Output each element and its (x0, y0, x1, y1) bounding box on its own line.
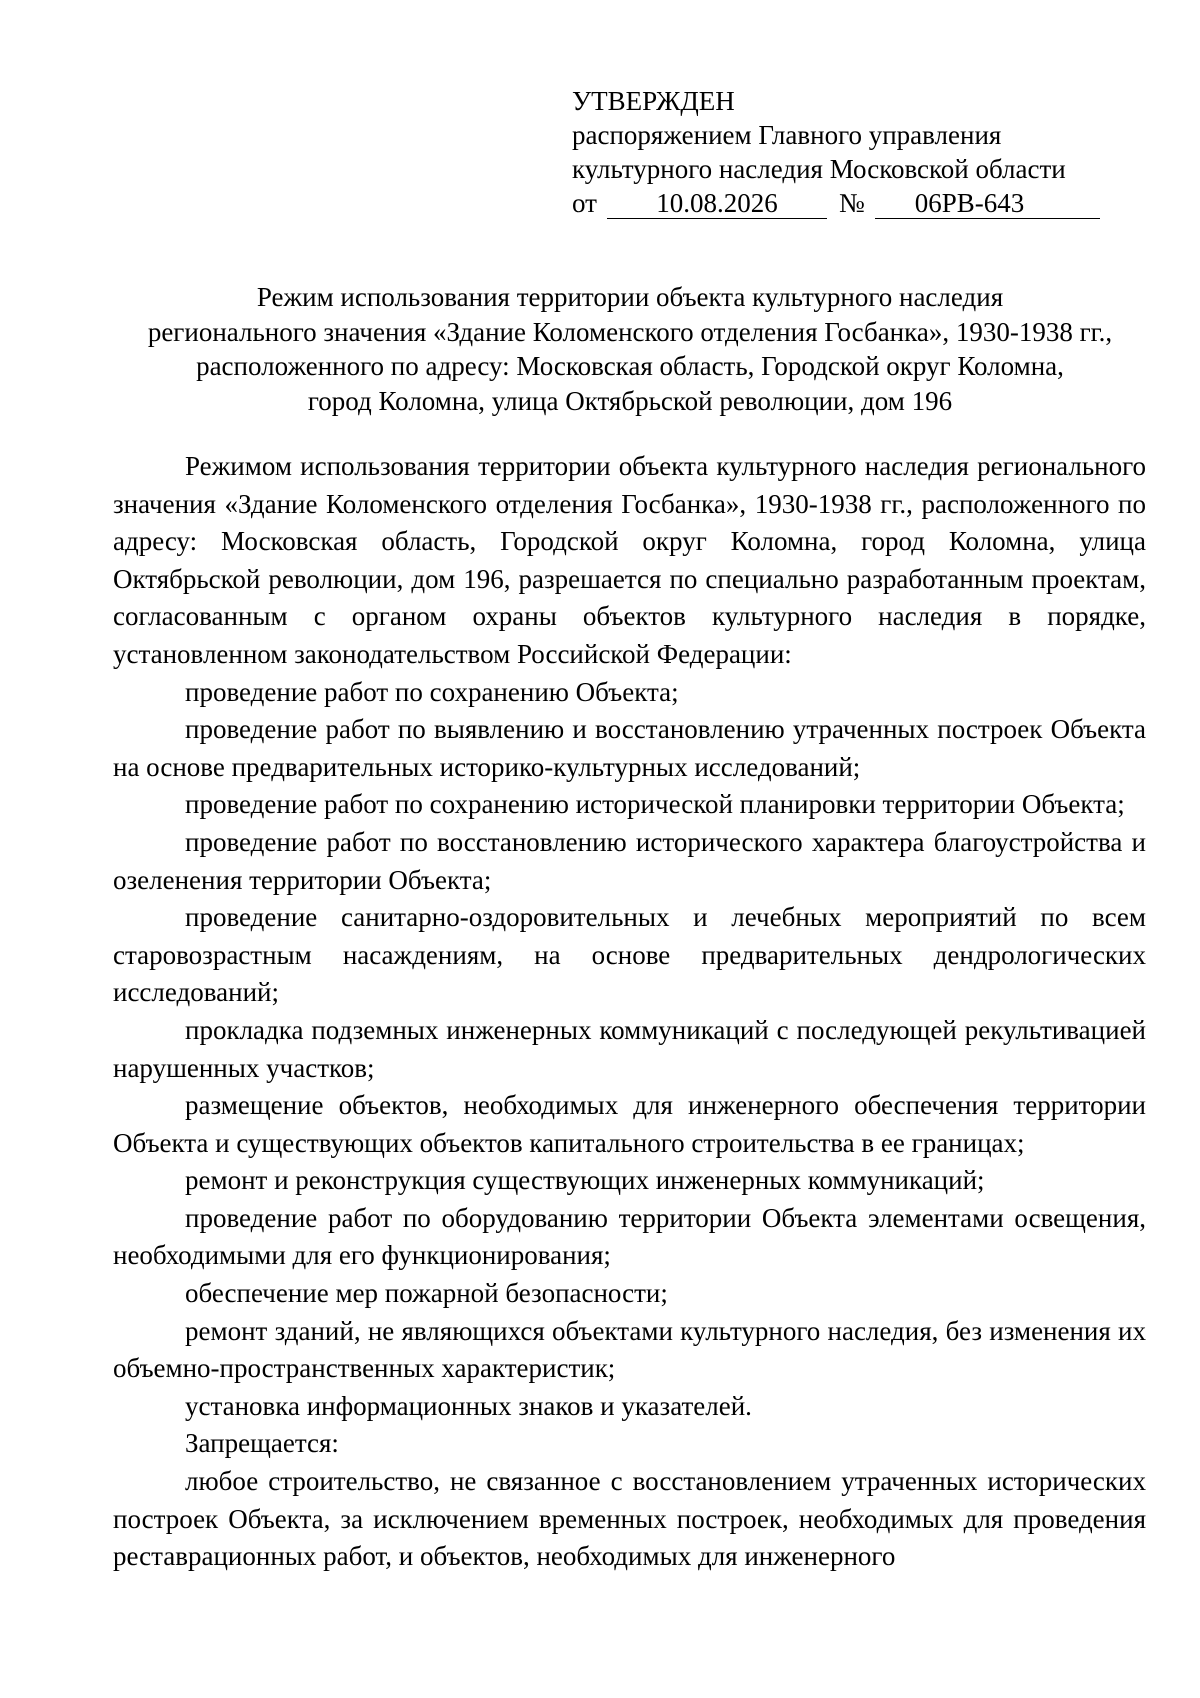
list-item: прокладка подземных инженерных коммуникаций с последующей рекультивацией нарушенных участков; (113, 1014, 1146, 1083)
approval-line-1: распоряжением Главного управления (572, 120, 1002, 150)
list-item: проведение работ по выявлению и восстановлению утраченных построек Объекта на основе предварительных историко-культурных исследований; (113, 714, 1146, 782)
approval-number: 06РВ-643 (875, 188, 1100, 219)
approval-heading: УТВЕРЖДЕН (572, 86, 735, 116)
approval-line-2: культурного наследия Московской области (572, 154, 1066, 184)
document-body (113, 448, 1146, 1576)
approval-block (572, 84, 1112, 220)
list-item: проведение работ по восстановлению исторического характера благоустройства и озеленения территории Объекта; (113, 826, 1146, 895)
from-label: от (572, 188, 597, 218)
approval-date: 10.08.2026 (607, 188, 827, 219)
list-item: обеспечение мер пожарной безопасности; (185, 1278, 668, 1309)
list-item: проведение работ по сохранению Объекта; (185, 676, 679, 707)
title-line: регионального значения «Здание Коломенского отделения Госбанка», 1930-1938 гг., (147, 316, 1113, 347)
list-item: проведение санитарно-оздоровительных и лечебных мероприятий по всем старовозрастным насаждениям, на основе предварительных дендрологических исследований; (113, 902, 1146, 1008)
list-item: проведение работ по оборудованию территории Объекта элементами освещения, необходимыми для его функционирования; (113, 1202, 1146, 1271)
paragraph-intro: Режимом использования территории объекта культурного наследия регионального значения «Здание Коломенского отделения Госбанка», 1930-1938 гг., расположенного по адресу: Московская область, Городской округ Коломна, город Коломна, улица Октябрьской революции, дом 196, разрешается по специально разработанным проектам, согласованным с органом охраны объектов культурного наследия в порядке, установленном законодательством Российской Федерации: (113, 451, 1146, 669)
approval-date-line (572, 186, 1112, 220)
list-item: любое строительство, не связанное с восстановлением утраченных исторических построек Объекта, за исключением временных построек, необходимых для проведения реставрационных работ, и объектов, необходимых для инженерного (113, 1466, 1146, 1572)
list-item: ремонт зданий, не являющихся объектами культурного наследия, без изменения их объемно-пространственных характеристик; (113, 1315, 1146, 1384)
prohibited-heading: Запрещается: (185, 1428, 339, 1459)
title-line: расположенного по адресу: Московская область, Городской округ Коломна, (196, 351, 1064, 381)
title-line: город Коломна, улица Октябрьской революции, дом 196 (307, 385, 953, 416)
document-title (110, 280, 1150, 418)
list-item: установка информационных знаков и указателей. (185, 1390, 752, 1421)
number-label: № (838, 188, 865, 218)
title-line: Режим использования территории объекта культурного наследия (256, 282, 1004, 312)
list-item: размещение объектов, необходимых для инженерного обеспечения территории Объекта и существующих объектов капитального строительства в ее границах; (113, 1090, 1146, 1158)
list-item: проведение работ по сохранению исторической планировки территории Объекта; (185, 789, 1125, 820)
list-item: ремонт и реконструкция существующих инженерных коммуникаций; (185, 1165, 985, 1196)
